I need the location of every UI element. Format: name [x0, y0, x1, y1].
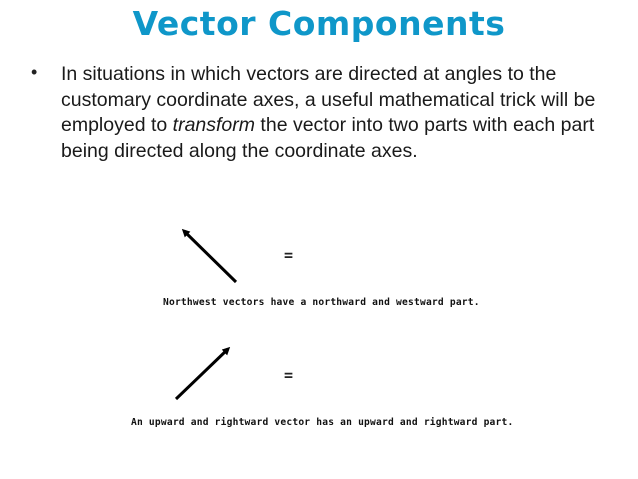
bullet-text-before: In situations in which vectors are directed at angles to the customary coordinate axes, a useful mathematical trick will be employed to	[61, 63, 596, 137]
slide-title: Vector Components	[132, 4, 506, 43]
equals-sign-1: =	[284, 246, 294, 264]
bullet-marker: •	[31, 62, 38, 82]
northeast-arrow-icon	[176, 349, 228, 399]
figure-caption-2: An upward and rightward vector has an upward and rightward part.	[131, 417, 514, 428]
bullet-text-after: the vector into two parts with each part being directed along the coordinate axes.	[61, 114, 595, 162]
northwest-arrow-icon	[184, 231, 236, 282]
bullet-text-emphasis: transform	[172, 114, 256, 137]
equals-sign-2: =	[284, 366, 294, 384]
figure-caption-1: Northwest vectors have a northward and westward part.	[163, 297, 480, 308]
